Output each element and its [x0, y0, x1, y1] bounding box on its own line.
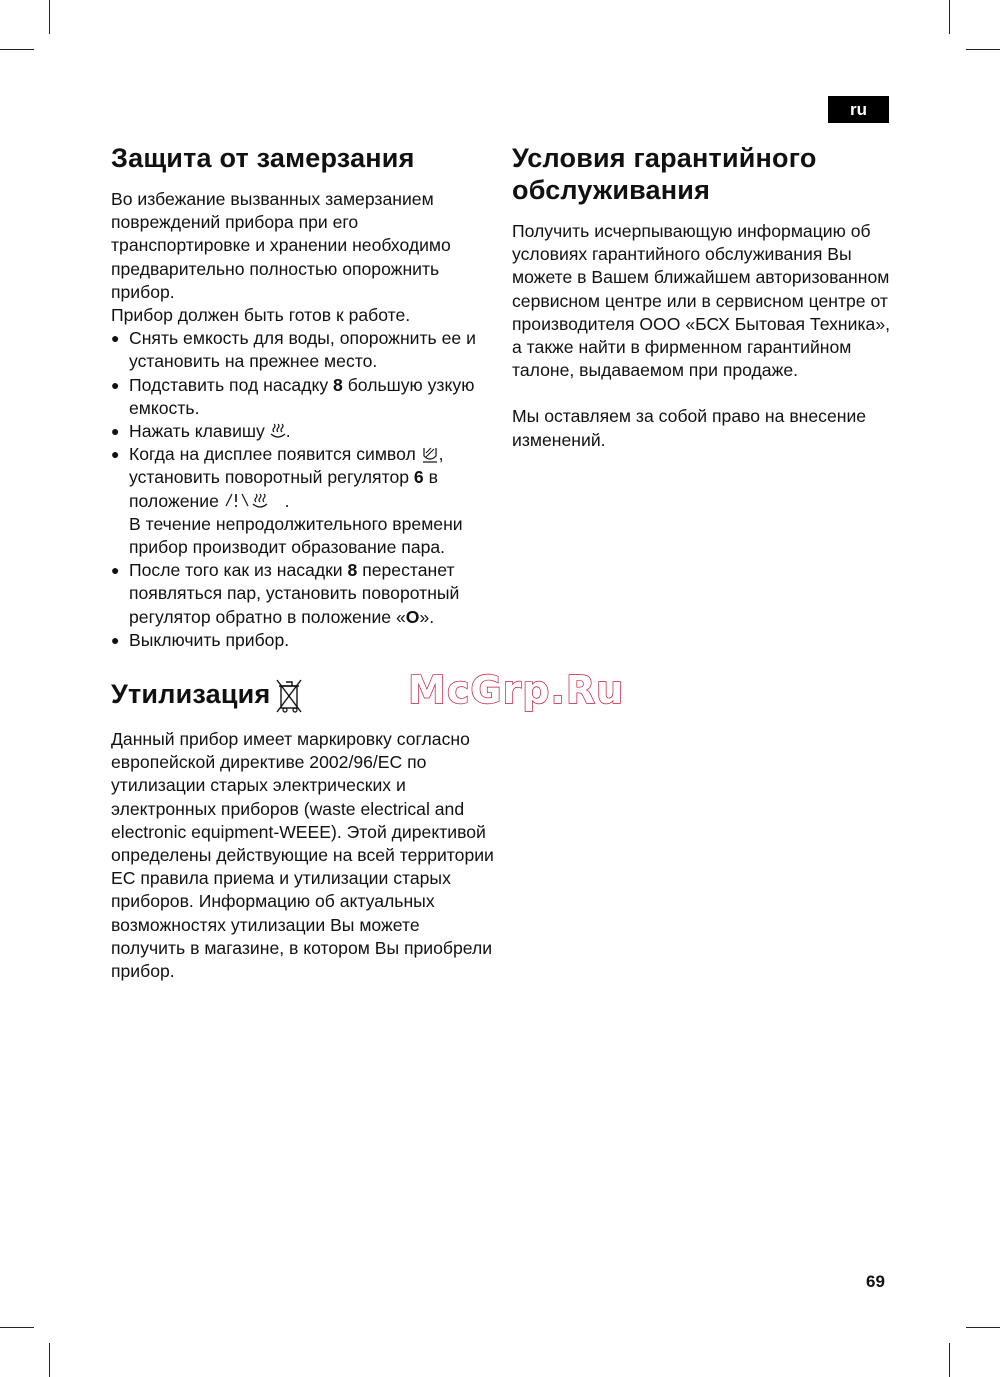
- weee-bin-icon: [276, 678, 302, 714]
- crop-mark: [966, 1327, 1000, 1328]
- frost-intro: Во избежание вызванных замерзанием повреждений прибора при его транспортировке и хранении необходимо предварительно полностью опорожнить прибор.: [111, 189, 451, 302]
- list-item: ● Выключить прибор.: [111, 629, 496, 652]
- frost-ready-text: Прибор должен быть готов к работе.: [111, 305, 411, 326]
- steam-position-icon: [224, 492, 280, 510]
- crop-mark: [0, 49, 34, 50]
- crop-mark: [966, 49, 1000, 50]
- warranty-heading: Условия гарантийного обслуживания: [512, 143, 817, 205]
- language-badge: ru: [828, 96, 889, 123]
- list-item: ● Подставить под насадку 8 большую узкую емкость.: [111, 374, 496, 420]
- disposal-text: Данный прибор имеет маркировку согласно европейской директиве 2002/96/EC по утилизации старых электрических и электронных приборов (waste electrical and electronic equipment-WEEE). Этой директивой определены действующие на всей территории ЕС правила приема и утилизации старых приборов. Информацию об актуальных возможностях утилизации Вы можете получить в магазине, в котором Вы приобрели прибор.: [111, 729, 494, 982]
- list-item: ● Нажать клавишу .: [111, 420, 496, 443]
- disposal-heading: Утилизация: [111, 678, 496, 714]
- list-item: ● После того как из насадки 8 перестанет появляться пар, установить поворотный регулятор обратно в положение «O».: [111, 559, 496, 629]
- descale-symbol-icon: [421, 444, 439, 464]
- steam-key-icon: [270, 422, 286, 440]
- frost-protection-heading: Защита от замерзания: [111, 143, 415, 173]
- watermark: McGrp.Ru: [408, 668, 625, 712]
- warranty-text: Получить исчерпывающую информацию об условиях гарантийного обслуживания Вы можете в Вашем ближайшем авторизованном сервисном центре или в сервисном центре от производителя ООО «БСХ Бытовая Техника», а также найти в фирменном гарантийном талоне, выдаваемом при продаже.: [512, 221, 891, 381]
- page-number: 69: [866, 1272, 885, 1291]
- crop-mark: [949, 1343, 950, 1377]
- right-column: [512, 142, 892, 452]
- frost-steps-list: [111, 327, 496, 652]
- warranty-note: Мы оставляем за собой право на внесение изменений.: [512, 406, 867, 450]
- crop-mark: [49, 1343, 50, 1377]
- left-column: [111, 142, 496, 983]
- crop-mark: [949, 0, 950, 34]
- list-item: ● Снять емкость для воды, опорожнить ее и установить на прежнее место.: [111, 327, 496, 373]
- crop-mark: [49, 0, 50, 34]
- list-item: ● Когда на дисплее появится символ , установить поворотный регулятор 6 в положение . В течение непродолжительного времени прибор производит образование пара.: [111, 443, 496, 559]
- crop-mark: [0, 1327, 34, 1328]
